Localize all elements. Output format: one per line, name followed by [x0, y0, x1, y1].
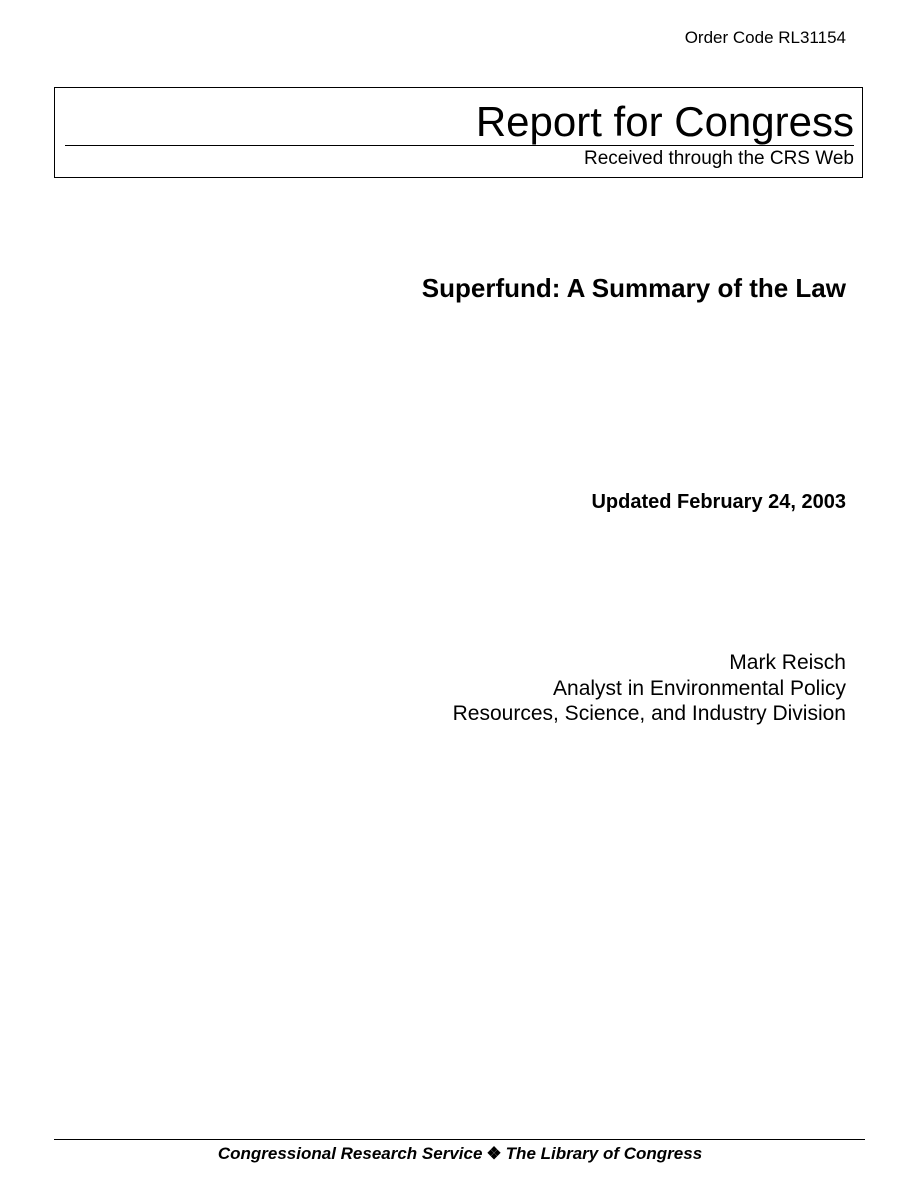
author-block [453, 650, 846, 727]
author-name: Mark Reisch [729, 651, 846, 674]
document-title: Superfund: A Summary of the Law [421, 273, 846, 303]
author-division: Resources, Science, and Industry Division [452, 702, 846, 725]
updated-date: Updated February 24, 2003 [591, 491, 846, 513]
order-code: Order Code RL31154 [684, 28, 846, 47]
footer-loc: The Library of Congress [505, 1144, 703, 1163]
diamond-separator-icon: ❖ [486, 1144, 502, 1163]
report-header-title: Report for Congress [475, 98, 854, 145]
header-divider [65, 145, 854, 146]
footer-crs: Congressional Research Service [217, 1144, 483, 1163]
footer [0, 1143, 920, 1164]
author-position: Analyst in Environmental Policy [553, 676, 846, 700]
footer-divider [54, 1139, 865, 1140]
report-header-box [54, 87, 863, 178]
report-header-subtitle: Received through the CRS Web [583, 148, 854, 169]
